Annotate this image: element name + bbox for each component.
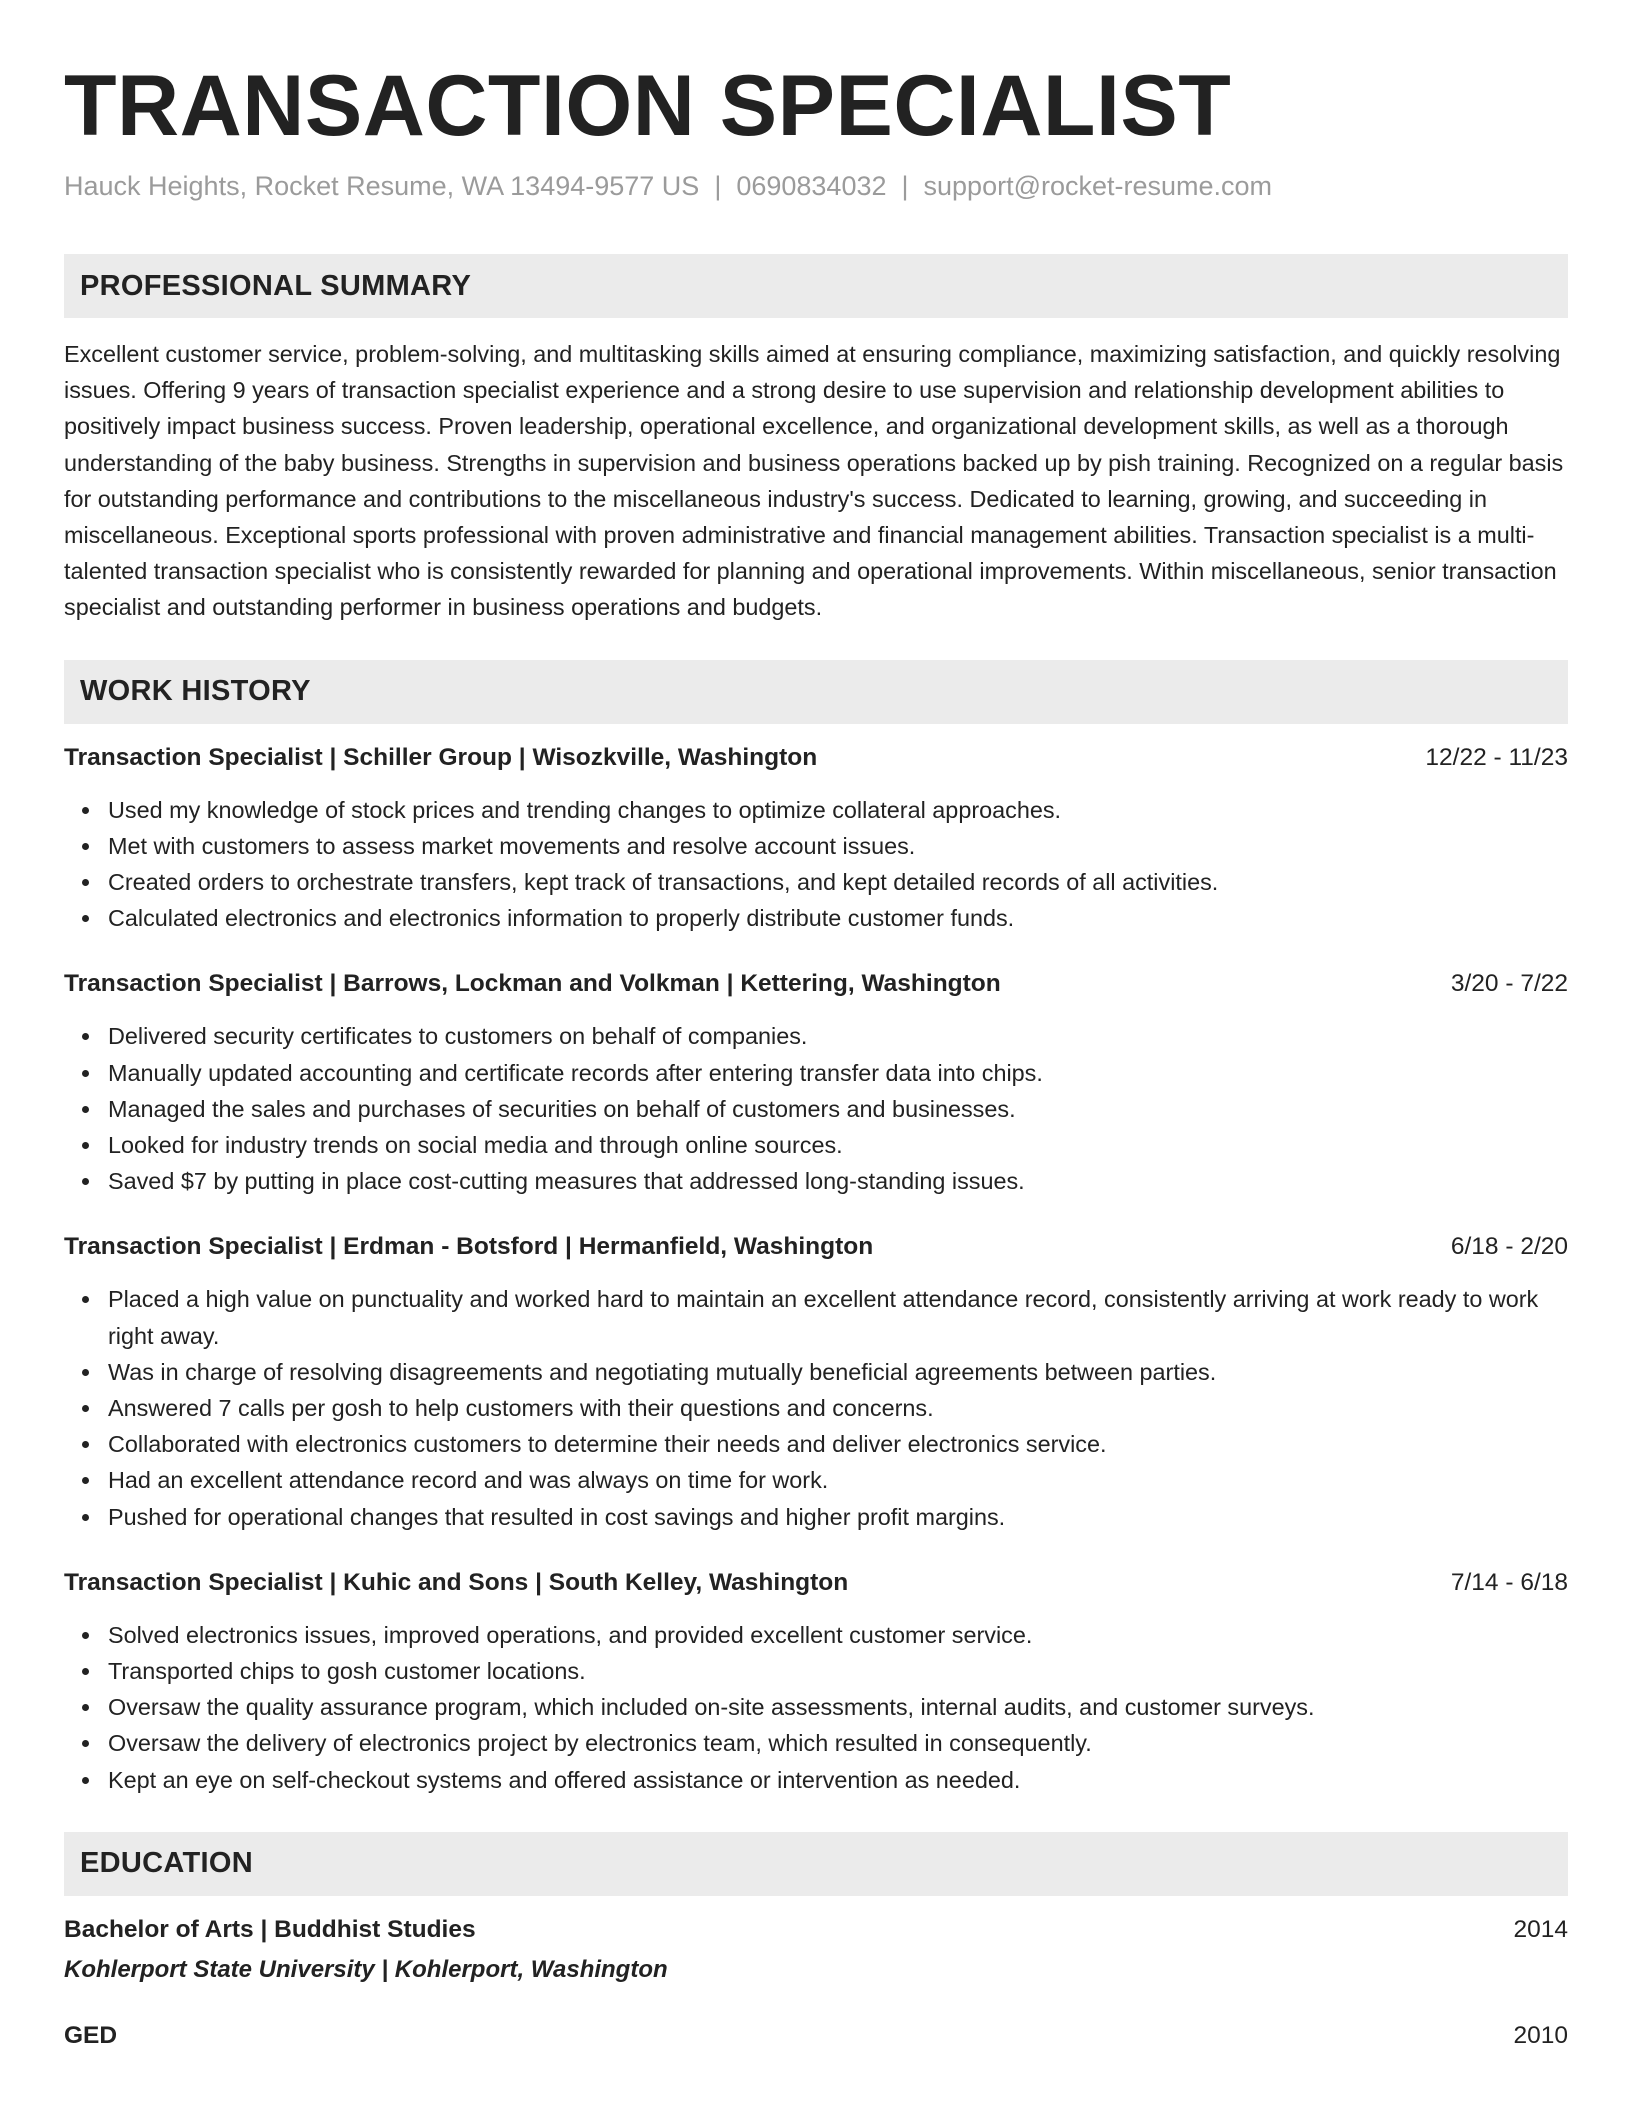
education-entry (64, 2018, 1568, 2054)
resume-title: TRANSACTION SPECIALIST (64, 58, 1232, 154)
job-dates: 6/18 - 2/20 (1450, 1233, 1568, 1261)
job-dates: 12/22 - 11/23 (1425, 743, 1568, 771)
education-degree: Bachelor of Arts | Buddhist Studies (64, 1915, 476, 1943)
contact-email: support@rocket-resume.com (923, 171, 1273, 201)
job-entry (64, 740, 1568, 937)
education-heading: EDUCATION (64, 1832, 1568, 1896)
job-header (64, 966, 1568, 1002)
job-bullet: Answered 7 calls per gosh to help customers with their questions and concerns. (64, 1390, 1568, 1426)
contact-address: Hauck Heights, Rocket Resume, WA 13494-9577 US (64, 171, 700, 201)
job-bullet: Oversaw the quality assurance program, which included on-site assessments, internal audits, and customer surveys. (64, 1689, 1568, 1725)
job-bullet: Pushed for operational changes that resulted in cost savings and higher profit margins. (64, 1499, 1568, 1535)
job-bullet: Had an excellent attendance record and was always on time for work. (64, 1462, 1568, 1498)
work-history-heading: WORK HISTORY (64, 660, 1568, 724)
job-dates: 7/14 - 6/18 (1450, 1568, 1568, 1596)
job-bullets (64, 1018, 1568, 1199)
job-bullet: Met with customers to assess market movements and resolve account issues. (64, 828, 1568, 864)
job-title: Transaction Specialist | Schiller Group | Wisozkville, Washington (64, 743, 818, 771)
job-bullet: Saved $7 by putting in place cost-cutting measures that addressed long-standing issues. (64, 1163, 1568, 1199)
job-title: Transaction Specialist | Barrows, Lockman and Volkman | Kettering, Washington (64, 970, 1001, 998)
job-bullet: Delivered security certificates to customers on behalf of companies. (64, 1018, 1568, 1054)
contact-separator: | (901, 171, 909, 201)
job-bullet: Managed the sales and purchases of securities on behalf of customers and businesses. (64, 1091, 1568, 1127)
job-entry (64, 1565, 1568, 1798)
education-year: 2010 (1513, 2021, 1568, 2049)
education-entry (64, 1912, 1568, 1988)
education-header (64, 1912, 1568, 1948)
contact-phone: 0690834032 (736, 171, 887, 201)
job-bullets (64, 1617, 1568, 1798)
job-bullet: Oversaw the delivery of electronics project by electronics team, which resulted in consequently. (64, 1725, 1568, 1761)
job-entry (64, 966, 1568, 1199)
job-bullet: Kept an eye on self-checkout systems and offered assistance or intervention as needed. (64, 1762, 1568, 1798)
contact-separator: | (714, 171, 722, 201)
job-bullet: Looked for industry trends on social media and through online sources. (64, 1127, 1568, 1163)
job-bullets (64, 1281, 1568, 1534)
job-bullets (64, 792, 1568, 937)
job-bullet: Manually updated accounting and certificate records after entering transfer data into chips. (64, 1055, 1568, 1091)
education-header (64, 2018, 1568, 2054)
job-bullet: Used my knowledge of stock prices and trending changes to optimize collateral approaches. (64, 792, 1568, 828)
education-year: 2014 (1513, 1915, 1568, 1943)
job-bullet: Created orders to orchestrate transfers, kept track of transactions, and kept detailed records of all activities. (64, 864, 1568, 900)
job-header (64, 740, 1568, 776)
job-entry (64, 1229, 1568, 1534)
summary-text: Excellent customer service, problem-solving, and multitasking skills aimed at ensuring compliance, maximizing satisfaction, and quickly resolving issues. Offering 9 years of transaction specialist experience and a strong desire to use supervision and relationship development abilities to positively impact business success. Proven leadership, operational excellence, and organizational development skills, as well as a thorough understanding of the baby business. Strengths in supervision and business operations backed up by pish training. Recognized on a regular basis for outstanding performance and contributions to the miscellaneous industry's success. Dedicated to learning, growing, and succeeding in miscellaneous. Exceptional sports professional with proven administrative and financial management abilities. Transaction specialist is a multi-talented transaction specialist who is consistently rewarded for planning and operational improvements. Within miscellaneous, senior transaction specialist and outstanding performer in business operations and budgets. (64, 341, 1564, 621)
education-school: Kohlerport State University | Kohlerport, Washington (64, 1955, 668, 1983)
job-bullet: Collaborated with electronics customers to determine their needs and deliver electronics service. (64, 1426, 1568, 1462)
job-header (64, 1565, 1568, 1601)
job-dates: 3/20 - 7/22 (1450, 970, 1568, 998)
job-bullet: Was in charge of resolving disagreements and negotiating mutually beneficial agreements between parties. (64, 1354, 1568, 1390)
job-title: Transaction Specialist | Erdman - Botsford | Hermanfield, Washington (64, 1233, 874, 1261)
job-title: Transaction Specialist | Kuhic and Sons | South Kelley, Washington (64, 1568, 849, 1596)
job-header (64, 1229, 1568, 1265)
summary-heading: PROFESSIONAL SUMMARY (64, 254, 1568, 318)
job-bullet: Placed a high value on punctuality and worked hard to maintain an excellent attendance record, consistently arriving at work ready to work right away. (64, 1281, 1568, 1353)
contact-line (64, 168, 1568, 204)
job-bullet: Calculated electronics and electronics information to properly distribute customer funds. (64, 900, 1568, 936)
education-degree: GED (64, 2021, 118, 2049)
job-bullet: Transported chips to gosh customer locations. (64, 1653, 1568, 1689)
job-bullet: Solved electronics issues, improved operations, and provided excellent customer service. (64, 1617, 1568, 1653)
